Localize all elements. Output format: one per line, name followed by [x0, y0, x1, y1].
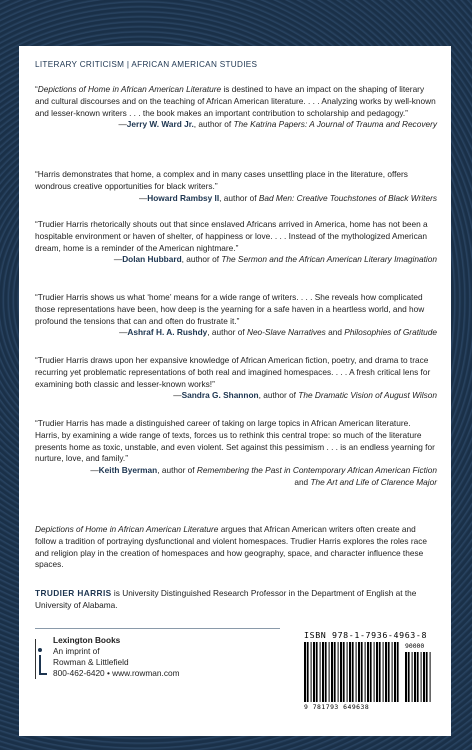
- blurb-5-work: The Dramatic Vision of August Wilson: [298, 390, 437, 401]
- barcode-bar: [412, 652, 413, 702]
- barcode-bar: [322, 642, 324, 702]
- blurb-1: [35, 84, 437, 131]
- price-barcode-image: [405, 652, 433, 702]
- blurb-2-work: Bad Men: Creative Touchstones of Black Writers: [258, 192, 437, 203]
- blurb-6: [35, 418, 437, 489]
- barcode-bar: [313, 642, 315, 702]
- blurb-5-author: Sandra G. Shannon: [181, 390, 259, 401]
- barcode-image: [304, 642, 402, 702]
- book-description: Depictions of Home in African American Literature argues that African American writers often create and follow a tradition of portraying dysfunctional and violent homespaces. Trudier Harris explores the roles race and religion play in the creation of homespaces and how geography, space, and character influence these spaces.: [35, 524, 427, 570]
- barcode-area: [302, 630, 434, 717]
- barcode-bar: [356, 642, 357, 702]
- blurb-6-attribution: —Keith Byerman, author of Remembering the Past in Contemporary African American Fiction and The Art and Life of Clarence Major: [90, 465, 437, 487]
- publisher-block: [35, 635, 235, 685]
- blurb-6-work: Remembering the Past in Contemporary African American Fiction: [196, 465, 437, 476]
- text-panel: [19, 46, 451, 736]
- barcode-bar: [370, 642, 372, 702]
- barcode-bar: [316, 642, 318, 702]
- publisher-parent: Rowman & Littlefield: [53, 657, 129, 667]
- blurb-6-work-2: The Art and Life of Clarence Major: [310, 476, 437, 487]
- blurb-1-work: The Katrina Papers: A Journal of Trauma and Recovery: [233, 119, 437, 130]
- blurb-4-work: Neo-Slave Narratives: [246, 327, 326, 338]
- blurb-2: [35, 169, 437, 204]
- barcode-bar: [311, 642, 312, 702]
- isbn-label: ISBN 978-1-7936-4963-8: [304, 630, 428, 640]
- barcode-bar: [334, 642, 336, 702]
- publisher-imprint-line: An imprint of: [53, 646, 100, 656]
- barcode-bar: [397, 642, 399, 702]
- description-book-title: Depictions of Home in African American Literature: [35, 524, 219, 534]
- author-bio: TRUDIER HARRIS is University Distinguished Research Professor in the Department of English at the University of Alabama.: [35, 588, 417, 610]
- blurb-4-work-2: Philosophies of Gratitude: [344, 327, 437, 338]
- blurb-5: [35, 355, 437, 402]
- barcode-bar: [376, 642, 378, 702]
- blurb-3: [35, 219, 437, 266]
- barcode-bar: [405, 652, 407, 702]
- blurb-1-text: “Depictions of Home in African American Literature is destined to have an impact on the shaping of literary and cultural discourses and on the teaching of African American literature. . . . Analyzing works by well-known and lesser-known writers . . . the book makes an important contribution to scholarship and pedagogy.”: [35, 84, 436, 118]
- blurb-1-book-title: Depictions of Home in African American Literature: [37, 84, 222, 94]
- barcode-bar: [426, 652, 428, 702]
- blurb-4-attribution: —Ashraf H. A. Rushdy, author of Neo-Slave Narratives and Philosophies of Gratitude: [119, 327, 437, 338]
- barcode-bar: [421, 652, 422, 702]
- barcode-bar: [414, 652, 416, 702]
- blurb-1-author: Jerry W. Ward Jr.: [126, 119, 194, 130]
- blurb-1-attribution: —Jerry W. Ward Jr., author of The Katrina Papers: A Journal of Trauma and Recovery: [118, 119, 437, 130]
- barcode-bar: [347, 642, 348, 702]
- blurb-5-text: “Trudier Harris draws upon her expansive knowledge of African American fiction, poetry, and drama to trace recurring yet problematic representations of both real and imagined homespaces. . . . A fresh critical lens for examining both classic and lesser-known works!”: [35, 355, 431, 389]
- blurb-5-attribution: —Sandra G. Shannon, author of The Dramatic Vision of August Wilson: [173, 390, 437, 401]
- category-label: LITERARY CRITICISM | AFRICAN AMERICAN STUDIES: [35, 60, 258, 69]
- barcode-bar: [392, 642, 393, 702]
- barcode-bar: [388, 642, 390, 702]
- publisher-logo-icon: [35, 639, 49, 679]
- barcode-digits: 9 781793 649638: [304, 703, 370, 711]
- barcode-bar: [343, 642, 345, 702]
- bio-author-name: TRUDIER HARRIS: [35, 588, 112, 598]
- barcode-bar: [340, 642, 342, 702]
- blurb-4-author: Ashraf H. A. Rushdy: [127, 327, 208, 338]
- barcode-bar: [358, 642, 360, 702]
- barcode-bar: [367, 642, 369, 702]
- barcode-bar: [307, 642, 309, 702]
- barcode-bar: [417, 652, 419, 702]
- barcode-bar: [423, 652, 425, 702]
- blurb-2-text: “Harris demonstrates that home, a complex and in many cases unsettling place in the literature, offers wondrous creative opportunities for black writers.”: [35, 169, 408, 191]
- barcode-bar: [408, 652, 410, 702]
- barcode-bar: [374, 642, 375, 702]
- barcode-bar: [383, 642, 384, 702]
- barcode-bar: [365, 642, 366, 702]
- barcode-bar: [361, 642, 363, 702]
- barcode-bar: [430, 652, 431, 702]
- barcode-bar: [394, 642, 396, 702]
- blurb-4-text: “Trudier Harris shows us what ‘home’ means for a wide range of writers. . . . She reveals how complicated those representations have been, how deep is the yearning for a safe haven in a heartless world, and how profound the tensions that can and often do frustrate it.”: [35, 292, 425, 326]
- barcode-bar: [325, 642, 327, 702]
- barcode-bar: [349, 642, 351, 702]
- barcode-bar: [385, 642, 387, 702]
- blurb-4: [35, 292, 437, 339]
- blurb-3-author: Dolan Hubbard: [122, 254, 182, 265]
- barcode-bar: [352, 642, 354, 702]
- barcode-bar: [331, 642, 333, 702]
- blurb-6-author: Keith Byerman: [98, 465, 158, 476]
- blurb-3-text: “Trudier Harris rhetorically shouts out that since enslaved Africans arrived in America, home has not been a hospitable environment or haven of shelter, of happiness or love. . . . Instead of the mythologized American dream, home is a reminder of the American nightmare.”: [35, 219, 428, 253]
- publisher-name: Lexington Books: [53, 635, 121, 645]
- publisher-text: [53, 635, 180, 679]
- blurb-2-author: Howard Rambsy II: [147, 192, 220, 203]
- barcode-bar: [338, 642, 339, 702]
- price-code: 90000: [405, 642, 425, 650]
- barcode-bar: [329, 642, 330, 702]
- blurb-2-attribution: —Howard Rambsy II, author of Bad Men: Creative Touchstones of Black Writers: [138, 192, 437, 203]
- barcode-bar: [320, 642, 321, 702]
- blurb-3-work: The Sermon and the African American Literary Imagination: [221, 254, 437, 265]
- blurb-3-attribution: —Dolan Hubbard, author of The Sermon and the African American Literary Imagination: [113, 254, 437, 265]
- divider-line: [35, 628, 280, 629]
- blurb-6-text: “Trudier Harris has made a distinguished career of taking on large topics in African American literature. Harris, by examining a wide range of texts, forces us to rethink this central trope: so much of the literature presents home as toxic, unstable, and even violent. Set against this pessimism . . . is an endless yearning for nurture, love, and family.”: [35, 418, 435, 464]
- barcode-bar: [304, 642, 306, 702]
- barcode-bar: [379, 642, 381, 702]
- publisher-contact: 800-462-6420 • www.rowman.com: [53, 668, 180, 678]
